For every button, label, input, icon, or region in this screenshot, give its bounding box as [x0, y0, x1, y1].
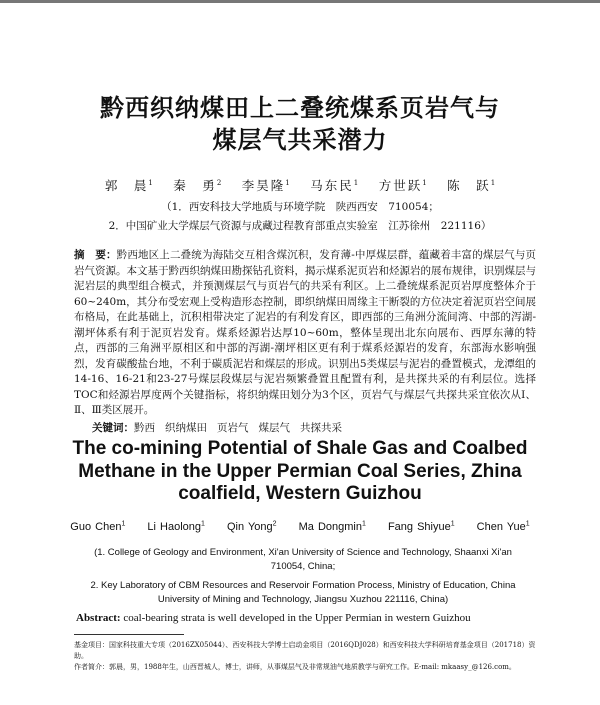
english-title-line-1: The co-mining Potential of Shale Gas and Coalbed [72, 438, 528, 459]
english-title [0, 438, 600, 506]
author-name: 马东民 [310, 178, 354, 193]
chinese-title [0, 92, 600, 156]
english-affiliation-2: 2. Key Laboratory of CBM Resources and Reservoir Formation Process, Ministry of Education, China University of Mining and Technology, Jiangsu Xuzhou 221116, China) [90, 580, 516, 605]
author-sup: 2 [272, 520, 277, 527]
author-sup: 1 [285, 178, 290, 187]
author-name: 李昊隆 [241, 178, 286, 193]
author [477, 521, 530, 533]
keyword: 煤层气 [258, 422, 290, 434]
footnotes [74, 640, 540, 673]
author-name: Ma Dongmin [298, 520, 362, 533]
author-name: 陈 跃 [447, 178, 491, 193]
chinese-affiliation-2: 2．中国矿业大学煤层气资源与成藏过程教育部重点实验室 江苏徐州 221116） [108, 220, 492, 232]
english-abstract [76, 612, 546, 624]
footnote-divider [74, 634, 184, 635]
author [147, 521, 205, 533]
author-name: Guo Chen [70, 520, 122, 533]
author-sup: 1 [121, 520, 126, 527]
chinese-title-line-2: 煤层气共采潜力 [212, 126, 388, 154]
keyword: 织纳煤田 [165, 422, 207, 434]
author-name: Li Haolong [147, 520, 202, 533]
english-title-line-2: Methane in the Upper Permian Coal Series, Zhina [78, 460, 522, 482]
author [227, 521, 277, 533]
author-sup: 1 [525, 520, 530, 527]
author-sup: 1 [148, 178, 153, 187]
english-abstract-text: coal-bearing strata is well developed in the Upper Permian in western Guizhou [123, 612, 471, 624]
english-abstract-label: Abstract: [76, 612, 121, 624]
author-sup: 1 [422, 178, 427, 187]
author-name: Qin Yong [226, 520, 273, 533]
author-name: 方世跃 [378, 178, 423, 193]
author [299, 521, 366, 533]
author-name: 秦 勇 [173, 178, 217, 193]
author-name: Fang Shiyue [387, 520, 451, 533]
author-name: Chen Yue [476, 520, 526, 533]
author-bio-footnote: 作者简介：郭晨，男，1988年生，山西晋城人，博士，讲师，从事煤层气及非常规油气地质教学与研究工作。E-mail: mkaasy_@126.com。 [74, 663, 516, 671]
author-name: 郭 晨 [104, 178, 149, 193]
author-sup: 1 [353, 178, 359, 187]
english-affiliation-1: (1. College of Geology and Environment, Xi'an University of Science and Technology, Shaanxi Xi'an 710054, China; [94, 547, 512, 572]
keyword: 共探共采 [300, 422, 342, 434]
author-sup: 1 [490, 178, 496, 187]
chinese-authors [0, 176, 600, 194]
author-sup: 1 [450, 520, 455, 527]
author-sup: 1 [361, 520, 366, 527]
chinese-keywords-label: 关键词： [92, 422, 134, 434]
author [388, 521, 455, 533]
keyword: 页岩气 [217, 422, 249, 434]
top-rule [0, 0, 600, 3]
funding-footnote: 基金项目：国家科技重大专项（2016ZX05044）、西安科技大学博士启动金项目（2016QDJ028）和西安科技大学科研培育基金项目（201718）资助。 [74, 641, 536, 660]
chinese-abstract-text: 黔西地区上二叠统为海陆交互相含煤沉积，发育薄-中厚煤层群，蕴藏着丰富的煤层气与页岩气资源。本文基于黔西织纳煤田勘探钻孔资料，揭示煤系泥页岩和烃源岩的展布规律，识别煤层与泥岩层的典型组合模式，并预测煤层气与页岩气的共采有利区。上二叠统煤系泥页岩厚度整体介于60~240m，其分布受宏观上受构造形态控制，即织纳煤田周缘主干断裂的方位决定着泥页岩空间展布格局，在此基础上，沉积相带决定了泥岩的有利发育区，即西部的三角洲分流间湾、中部的泻湖-潮坪体系有利于泥页岩发育。煤系烃源岩达厚10~60m，整体呈现出北东向展布、西厚东薄的特点，西部的三角洲平原相区和中部的泻湖-潮坪相区更有利于煤系烃源岩的发育，东部海水影响强烈，发育碳酸盐台地，不利于碳质泥岩和煤层的形成。识别出5类煤层与泥岩的叠置模式，龙潭组的14-16、16-21和23-27号煤层段煤层与泥岩频繁叠置且配置有利，是共探共采的有利层位。选择TOC和烃源岩厚度两个关键指标，将织纳煤田划分为3个区，页岩气与煤层气共探共采宜依次从Ⅰ、Ⅱ、Ⅲ类区展开。 [74, 249, 537, 416]
chinese-abstract [74, 248, 536, 419]
chinese-affiliation-1: （1．西安科技大学地质与环境学院 陕西西安 710054； [161, 201, 439, 213]
chinese-title-line-1: 黔西织纳煤田上二叠统煤系页岩气与 [100, 94, 500, 122]
english-authors [0, 520, 600, 533]
author [70, 521, 125, 533]
author-sup: 1 [201, 520, 205, 527]
chinese-keywords [92, 420, 532, 435]
english-title-line-3: coalfield, Western Guizhou [178, 483, 422, 504]
author-sup: 2 [216, 178, 222, 187]
chinese-abstract-label: 摘 要： [74, 249, 117, 261]
keyword: 黔西 [134, 422, 155, 434]
